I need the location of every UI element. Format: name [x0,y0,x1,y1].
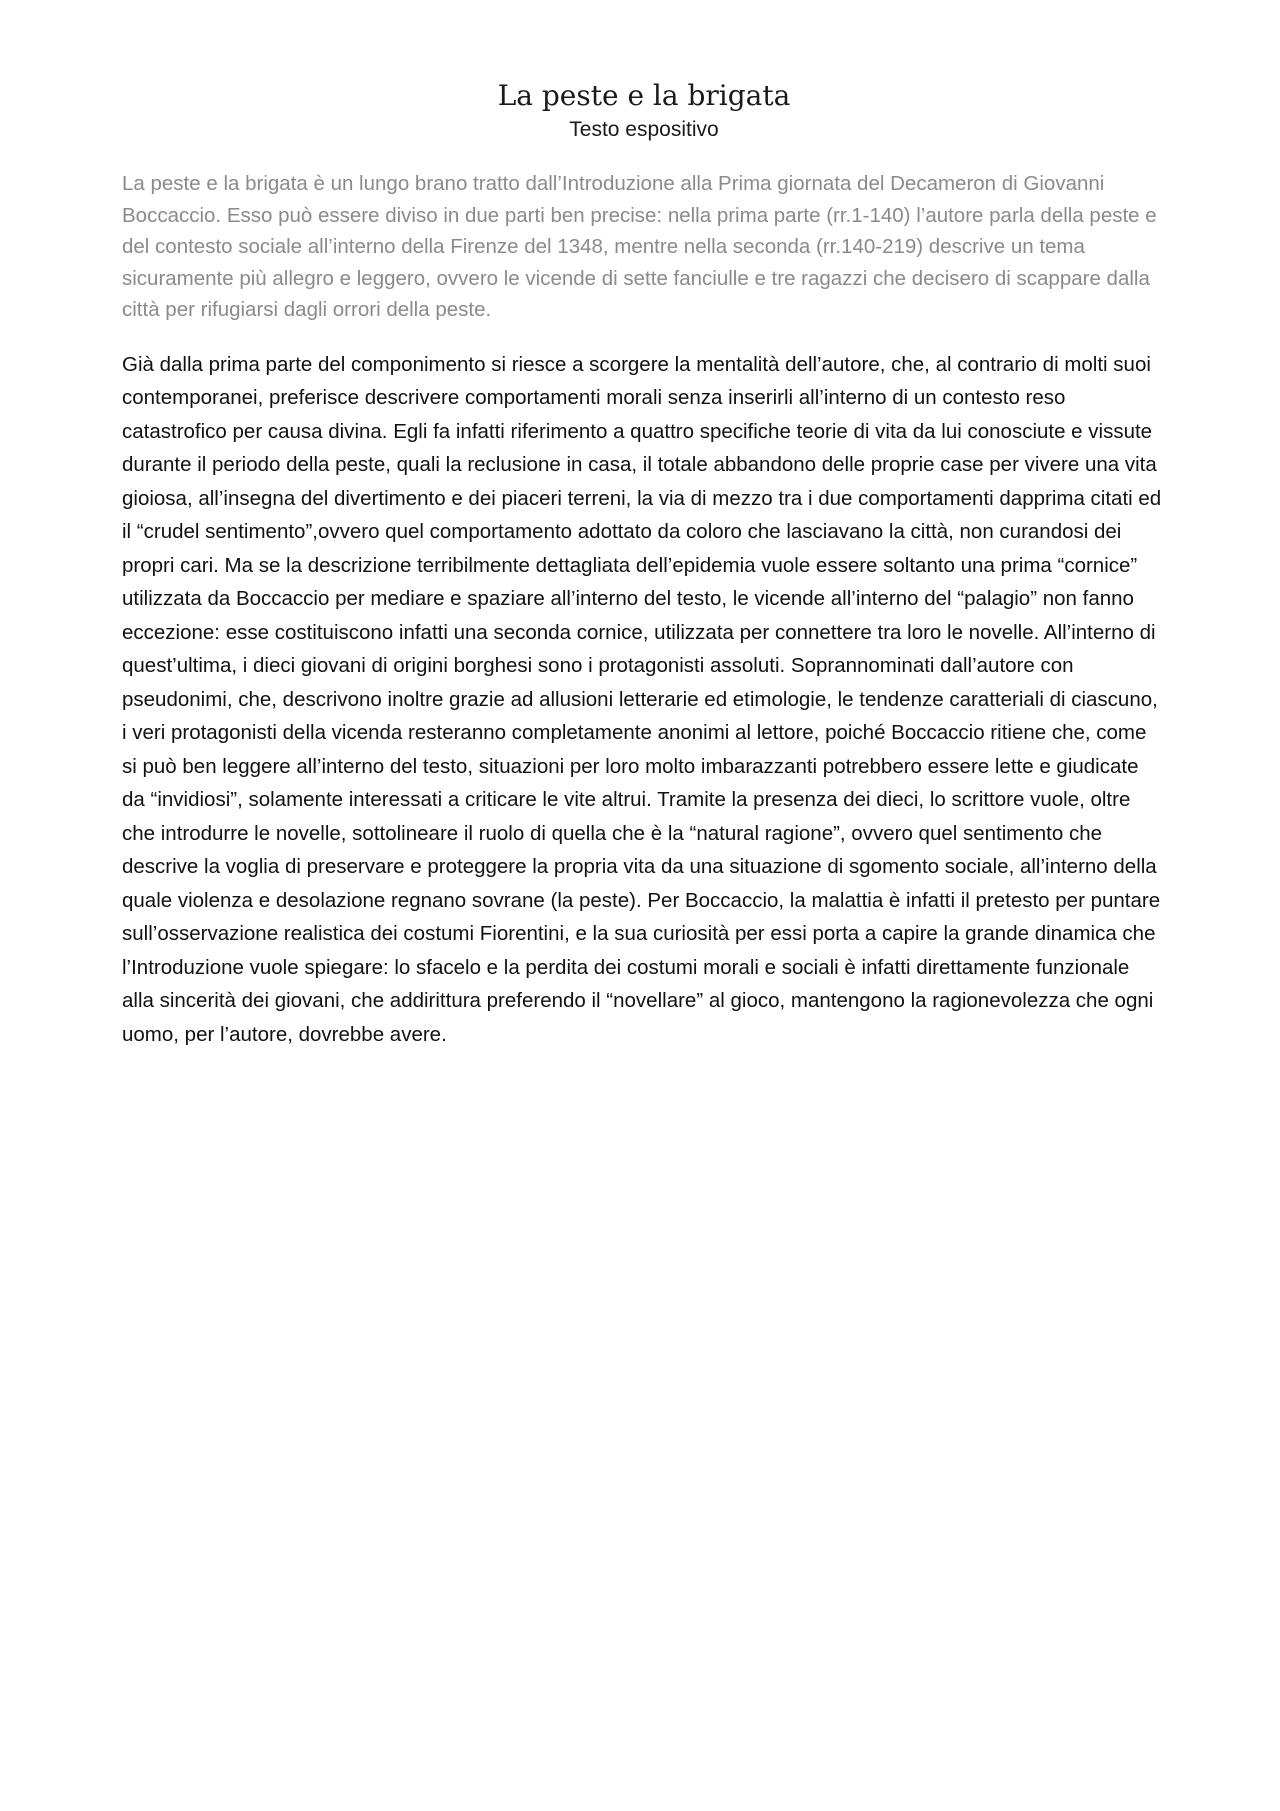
document-title: La peste e la brigata [497,79,791,112]
intro-paragraph: La peste e la brigata è un lungo brano tratto dall’Introduzione alla Prima giornata del Decameron di Giovanni Boccaccio. Esso può essere diviso in due parti ben precise: nella prima parte (rr.1-140) l’autore parla della peste e del contesto sociale all’interno della Firenze del 1348, mentre nella seconda (rr.140-219) descrive un tema sicuramente più allegro e leggero, ovvero le vicende di sette fanciulle e tre ragazzi che decisero di scappare dalla città per rifugiarsi dagli orrori della peste. [122,172,1157,321]
document-content [122,78,1166,1051]
document-subtitle: Testo espositivo [569,118,719,141]
body-paragraph: Già dalla prima parte del componimento si riesce a scorgere la mentalità dell’autore, che, al contrario di molti suoi contemporanei, preferisce descrivere comportamenti morali senza inserirli all’interno di un contesto reso catastrofico per causa divina. Egli fa infatti riferimento a quattro specifiche teorie di vita da lui conosciute e vissute durante il periodo della peste, quali la reclusione in casa, il totale abbandono delle proprie case per vivere una vita gioiosa, all’insegna del divertimento e dei piaceri terreni, la via di mezzo tra i due comportamenti dapprima citati ed il “crudel sentimento”,ovvero quel comportamento adottato da coloro che lasciavano la città, non curandosi dei propri cari. Ma se la descrizione terribilmente dettagliata dell’epidemia vuole essere soltanto una prima “cornice” utilizzata da Boccaccio per mediare e spaziare all’interno del testo, le vicende all’interno del “palagio” non fanno eccezione: esse costituiscono infatti una seconda cornice, utilizzata per connettere tra loro le novelle. All’interno di quest’ultima, i dieci giovani di origini borghesi sono i protagonisti assoluti. Soprannominati dall’autore con pseudonimi, che, descrivono inoltre grazie ad allusioni letterarie ed etimologie, le tendenze caratteriali di ciascuno, i veri protagonisti della vicenda resteranno completamente anonimi al lettore, poiché Boccaccio ritiene che, come si può ben leggere all’interno del testo, situazioni per loro molto imbarazzanti potrebbero essere lette e giudicate da “invidiosi”, solamente interessati a criticare le vite altrui. Tramite la presenza dei dieci, lo scrittore vuole, oltre che introdurre le novelle, sottolineare il ruolo di quella che è la “natural ragione”, ovvero quel sentimento che descrive la voglia di preservare e proteggere la propria vita da una situazione di sgomento sociale, all’interno della quale violenza e desolazione regnano sovrane (la peste). Per Boccaccio, la malattia è infatti il pretesto per puntare sull’osservazione realistica dei costumi Fiorentini, e la sua curiosità per essi porta a capire la grande dinamica che l’Introduzione vuole spiegare: lo sfacelo e la perdita dei costumi morali e sociali è infatti direttamente funzionale alla sincerità dei giovani, che addirittura preferendo il “novellare” al gioco, mantengono la ragionevolezza che ogni uomo, per l’autore, dovrebbe avere. [122,352,1162,1046]
